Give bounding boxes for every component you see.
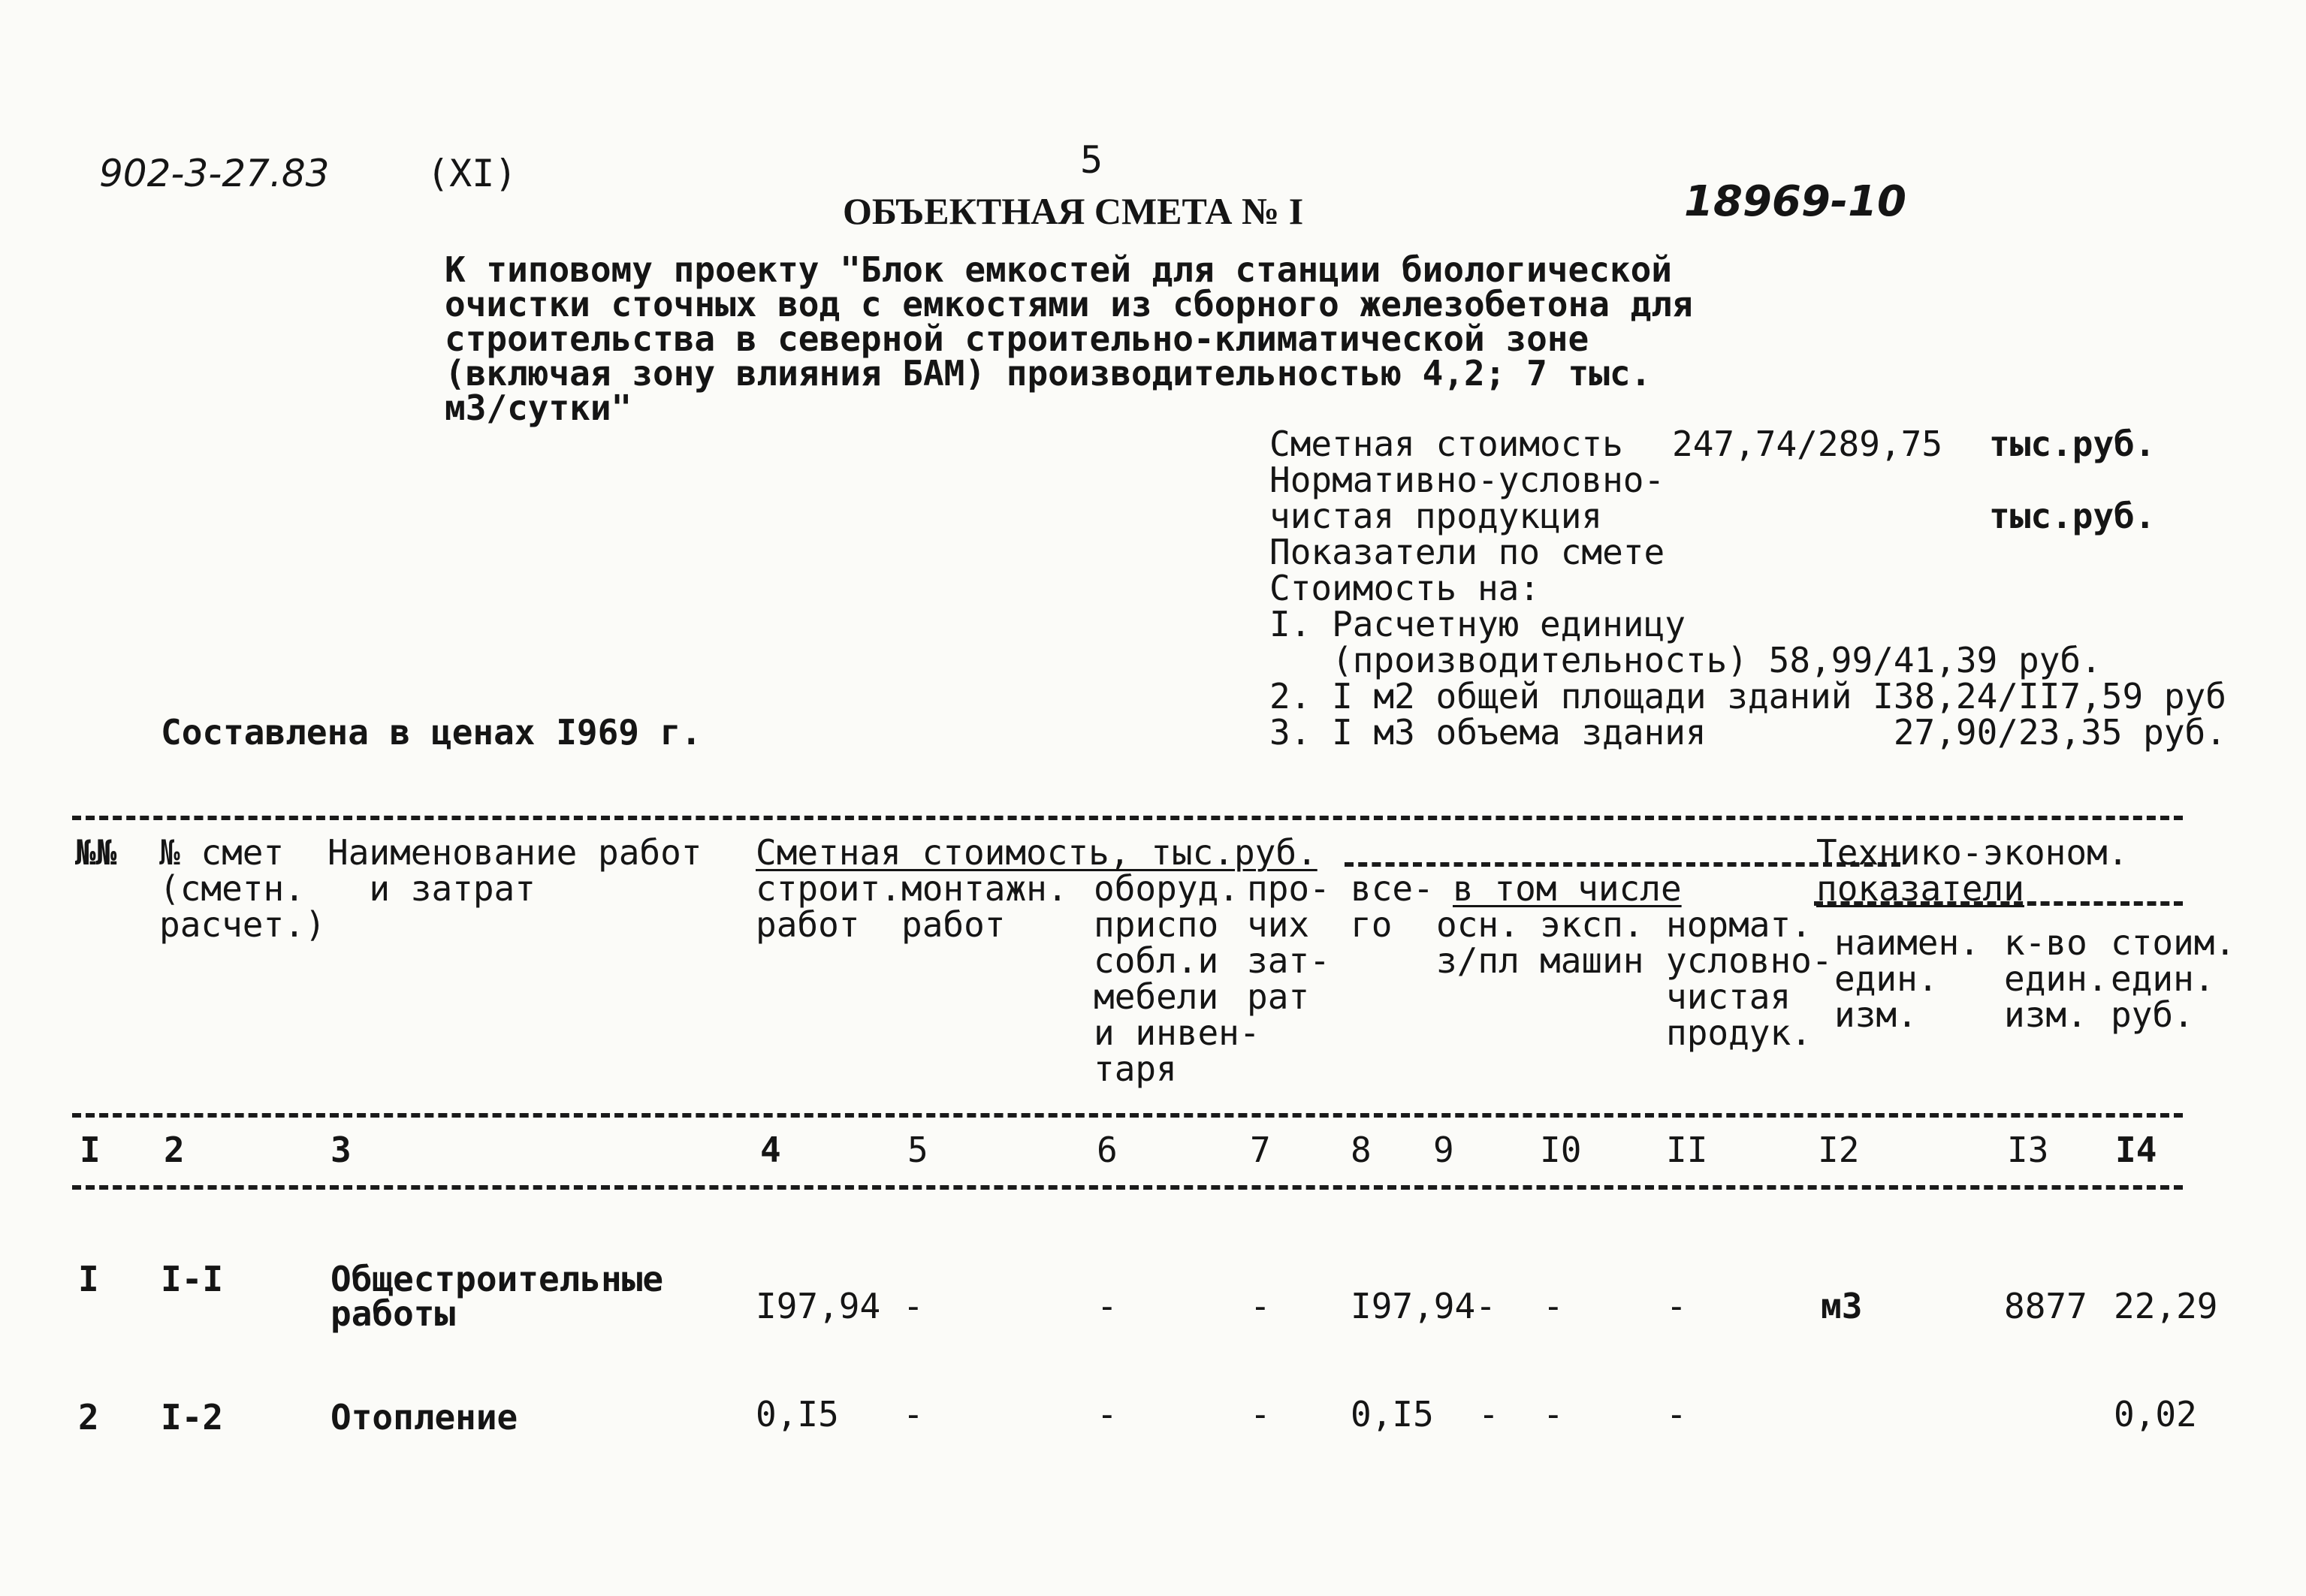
document-code: 902-3-27.83 — [99, 152, 330, 195]
row-total: 0,I5 — [1351, 1394, 1434, 1435]
header-installation-1: монтажн. — [901, 868, 1068, 909]
header-wages-1: осн. — [1436, 904, 1520, 945]
header-equipment-2: приспо — [1094, 904, 1219, 945]
header-unit-cost-1: стоим. — [2111, 922, 2236, 963]
column-number: 4 — [760, 1130, 781, 1170]
indicator-1-value: (производительность) 58,99/41,39 руб. — [1269, 640, 2102, 680]
normative-unit: тыс.руб. — [1989, 496, 2156, 536]
header-name-2: и затрат — [327, 868, 536, 909]
inventory-number: 18969-10 — [1684, 177, 1906, 226]
row-equipment: - — [1097, 1286, 1118, 1326]
header-quantity-3: изм. — [2004, 994, 2087, 1035]
header-normative-3: чистая — [1666, 976, 1791, 1017]
header-col-number: №№ — [75, 832, 117, 873]
row-number: 2 — [78, 1397, 99, 1438]
row-installation: - — [903, 1394, 924, 1435]
indicator-3: 3. I м3 объема здания 27,90/23,35 руб. — [1269, 712, 2226, 753]
row-construction: I97,94 — [756, 1286, 881, 1326]
indicator-1-label: I. Расчетную единицу — [1269, 604, 1686, 644]
row-wages: - — [1543, 1286, 1564, 1326]
row-machines: - — [1543, 1394, 1564, 1435]
row-equipment: - — [1097, 1394, 1118, 1435]
header-bottom-rule — [72, 1113, 2183, 1118]
header-equipment-4: мебели — [1094, 976, 1219, 1017]
header-name-1: Наименование работ — [327, 832, 702, 873]
column-number: 6 — [1097, 1130, 1118, 1170]
row-number: I — [78, 1259, 99, 1299]
row-name-line-2: работы — [331, 1293, 456, 1334]
row-other: - — [1250, 1394, 1271, 1435]
header-normative-4: продук. — [1666, 1012, 1812, 1053]
row-unit-cost: 22,29 — [2114, 1286, 2218, 1326]
header-tech-group-2: показатели — [1816, 868, 2024, 909]
header-machines-1: эксп. — [1540, 904, 1644, 945]
header-unit-2: един. — [1834, 958, 1939, 999]
header-unit-3: изм. — [1834, 994, 1918, 1035]
header-quantity-2: един. — [2004, 958, 2108, 999]
column-number: 7 — [1250, 1130, 1271, 1170]
header-equipment-5: и инвен- — [1094, 1012, 1260, 1053]
column-number: 3 — [331, 1130, 352, 1170]
row-name-line-1: Отопление — [331, 1397, 518, 1438]
header-quantity-1: к-во — [2004, 922, 2087, 963]
description-line-4: (включая зону влияния БАМ) производительностью 4,2; 7 тыс. — [445, 353, 1652, 394]
header-total-2: го — [1351, 904, 1393, 945]
row-total: I97,94- — [1351, 1286, 1496, 1326]
column-numbers-rule — [72, 1185, 2183, 1190]
column-number: 8 — [1351, 1130, 1372, 1170]
header-equipment-6: таря — [1094, 1048, 1177, 1089]
row-other: - — [1250, 1286, 1271, 1326]
row-installation: - — [903, 1286, 924, 1326]
indicators-label: Показатели по смете — [1269, 532, 1665, 572]
description-line-3: строительства в северной строительно-климатической зоне — [445, 318, 1589, 359]
column-number: I — [80, 1130, 101, 1170]
volume-number: (XI) — [427, 152, 518, 195]
column-number: 2 — [164, 1130, 185, 1170]
row-estimate: I-2 — [161, 1397, 224, 1438]
cost-value: 247,74/289,75 — [1672, 424, 1943, 464]
header-incl-group: в том числе — [1453, 868, 1682, 909]
cost-unit: тыс.руб. — [1989, 424, 2156, 464]
cost-label: Сметная стоимость — [1269, 424, 1623, 464]
header-normative-2: условно- — [1666, 940, 1833, 981]
table-top-rule — [72, 816, 2183, 820]
header-other-1: про- — [1247, 868, 1330, 909]
header-equipment-3: собл.и — [1094, 940, 1219, 981]
header-other-3: зат- — [1247, 940, 1330, 981]
header-unit-cost-2: един. — [2111, 958, 2215, 999]
row-quantity: 8877 — [2004, 1286, 2087, 1326]
header-estimate-1: № смет — [159, 832, 285, 873]
description-line-2: очистки сточных вод с емкостями из сборного железобетона для — [445, 284, 1693, 324]
row-construction: 0,I5 — [756, 1394, 839, 1435]
column-number: 5 — [907, 1130, 928, 1170]
header-installation-2: работ — [901, 904, 1006, 945]
header-equipment-1: оборуд. — [1094, 868, 1239, 909]
column-number: 9 — [1433, 1130, 1454, 1170]
row-unit-cost: 0,02 — [2114, 1394, 2197, 1435]
row-estimate: I-I — [161, 1259, 224, 1299]
header-construction-1: строит. — [756, 868, 901, 909]
row-normative: - — [1666, 1394, 1687, 1435]
header-machines-2: машин — [1540, 940, 1644, 981]
prices-note: Составлена в ценах I969 г. — [161, 712, 702, 753]
description-line-1: К типовому проекту "Блок емкостей для станции биологической — [445, 249, 1672, 290]
header-estimate-2: (сметн. — [159, 868, 305, 909]
normative-label-2: чистая продукция — [1269, 496, 1603, 536]
header-cost-group: Сметная стоимость, тыс.руб. — [756, 832, 1317, 873]
row-unit: м3 — [1821, 1286, 1863, 1326]
row-machines: - — [1666, 1286, 1687, 1326]
indicator-2: 2. I м2 общей площади зданий I38,24/II7,59 руб — [1269, 676, 2226, 717]
column-number: I2 — [1818, 1130, 1860, 1170]
column-number: I3 — [2007, 1130, 2049, 1170]
page-number: 5 — [1080, 138, 1103, 182]
description-line-5: м3/сутки" — [445, 388, 632, 428]
header-other-4: рат — [1247, 976, 1310, 1017]
header-wages-2: з/пл — [1436, 940, 1520, 981]
column-number: I4 — [2115, 1130, 2157, 1170]
header-tech-group-1: Технико-эконом. — [1816, 832, 2129, 873]
header-construction-2: работ — [756, 904, 860, 945]
header-total-1: все- — [1351, 868, 1434, 909]
header-unit-1: наимен. — [1834, 922, 1980, 963]
header-other-2: чих — [1247, 904, 1310, 945]
cost-on-label: Стоимость на: — [1269, 568, 1541, 608]
header-unit-cost-3: руб. — [2111, 994, 2194, 1035]
column-number: I0 — [1540, 1130, 1582, 1170]
normative-label-1: Нормативно-условно- — [1269, 460, 1665, 500]
page-title: ОБЪЕКТНАЯ СМЕТА № I — [843, 190, 1304, 232]
header-normative-1: нормат. — [1666, 904, 1812, 945]
row-name-line-1: Общестроительные — [331, 1259, 664, 1299]
row-wages: - — [1478, 1394, 1499, 1435]
header-estimate-3: расчет.) — [159, 904, 326, 945]
column-number: II — [1666, 1130, 1708, 1170]
